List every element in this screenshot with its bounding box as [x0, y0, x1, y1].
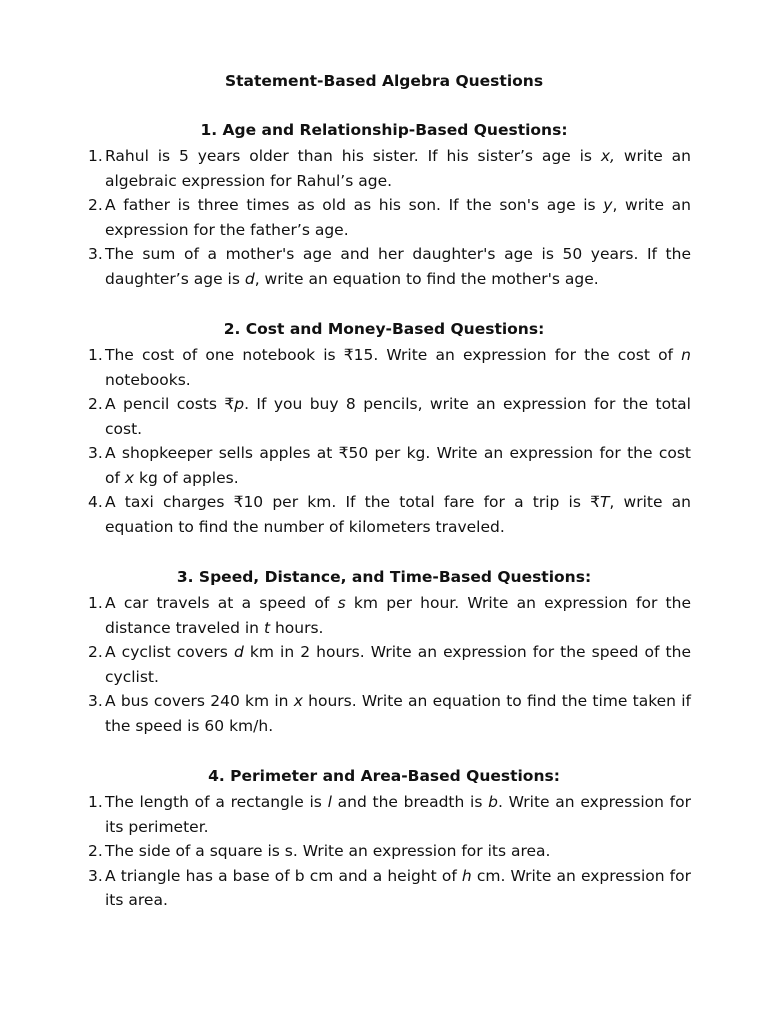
item-number: 2. — [88, 842, 103, 860]
list-item — [88, 640, 691, 689]
question-list — [0, 144, 768, 291]
question-text: notebooks. — [105, 370, 191, 389]
question-text: km per hour. Write an expression for the distance traveled in — [105, 594, 691, 637]
section-heading: 2. Cost and Money-Based Questions: — [223, 320, 545, 338]
item-number: 3. — [88, 245, 103, 263]
item-number: 1. — [88, 147, 103, 165]
variable: n — [681, 346, 691, 364]
list-item — [88, 441, 691, 490]
question-text: A triangle has a base of b cm and a height of — [105, 866, 462, 885]
question-text: A taxi charges ₹10 per km. If the total fare for a trip is ₹ — [105, 493, 600, 511]
list-item — [88, 242, 691, 291]
question-text: A cyclist covers — [105, 643, 234, 661]
item-number: 1. — [88, 346, 103, 364]
section-perimeter — [0, 765, 768, 913]
item-number: 4. — [88, 493, 103, 511]
question-text: A shopkeeper sells apples at ₹50 per kg. Write an expression for the cost of — [105, 444, 691, 487]
question-list — [0, 591, 768, 738]
variable: p — [234, 395, 245, 413]
item-number: 1. — [88, 594, 103, 612]
question-text: hours. Write an equation to find the time taken if the speed is 60 km/h. — [105, 692, 691, 735]
question-text: , write an expression for the father’s age. — [105, 196, 691, 239]
question-text: A car travels at a speed of — [105, 594, 338, 612]
question-text: kg of apples. — [134, 468, 239, 487]
list-item — [88, 591, 691, 640]
item-number: 3. — [88, 692, 103, 710]
question-text: . Write an expression for its perimeter. — [105, 793, 691, 836]
list-item — [88, 490, 691, 539]
question-text: . If you buy 8 pencils, write an expression for the total cost. — [105, 395, 691, 438]
list-item — [88, 790, 691, 839]
question-text: The sum of a mother's age and her daughter's age is 50 years. If the daughter’s age is — [105, 245, 691, 288]
section-heading: 4. Perimeter and Area-Based Questions: — [208, 767, 560, 785]
variable: b — [488, 793, 498, 811]
question-text: , write an equation to find the number of kilometers traveled. — [105, 493, 691, 536]
question-text: The side of a square is s. Write an expression for its area. — [105, 842, 551, 860]
question-text: , write an equation to find the mother's age. — [254, 269, 599, 288]
question-list — [0, 343, 768, 539]
item-number: 3. — [88, 444, 103, 462]
question-text: Rahul is 5 years older than his sister. If his sister’s age is — [105, 147, 601, 165]
variable: x — [124, 468, 135, 487]
list-item — [88, 839, 691, 864]
document-title: Statement-Based Algebra Questions — [224, 72, 544, 90]
item-number: 2. — [88, 643, 103, 661]
list-item — [88, 689, 691, 738]
variable: d — [233, 643, 244, 661]
question-text: A father is three times as old as his son. If the son's age is — [105, 196, 604, 214]
section-heading: 3. Speed, Distance, and Time-Based Questions: — [176, 568, 592, 586]
question-text: and the breadth is — [331, 793, 489, 811]
variable: h — [461, 866, 472, 885]
variable: s — [337, 594, 346, 612]
list-item — [88, 144, 691, 193]
section-heading: 1. Age and Relationship-Based Questions: — [200, 121, 568, 139]
variable: d — [244, 269, 255, 288]
item-number: 2. — [88, 196, 103, 214]
section-speed — [0, 566, 768, 738]
question-text: cm. Write an expression for its area. — [105, 866, 691, 909]
variable: l — [327, 793, 332, 811]
question-text: A pencil costs ₹ — [105, 395, 235, 413]
question-text: hours. — [270, 618, 324, 637]
question-text: write an algebraic expression for Rahul’s age. — [105, 147, 691, 190]
section-cost — [0, 318, 768, 539]
variable: y — [603, 196, 613, 214]
list-item — [88, 193, 691, 242]
section-age — [0, 119, 768, 291]
item-number: 3. — [88, 866, 103, 885]
item-number: 1. — [88, 793, 103, 811]
question-text: The cost of one notebook is ₹15. Write an expression for the cost of — [105, 346, 682, 364]
question-text: km in 2 hours. Write an expression for the speed of the cyclist. — [105, 643, 691, 686]
list-item — [88, 864, 691, 913]
question-text: The length of a rectangle is — [105, 793, 328, 811]
question-text: A bus covers 240 km in — [105, 692, 294, 710]
question-list — [0, 790, 768, 913]
list-item — [88, 392, 691, 441]
list-item — [88, 343, 691, 392]
variable: x — [293, 692, 303, 710]
variable: t — [263, 618, 271, 637]
variable: x, — [600, 147, 615, 165]
variable: T — [599, 493, 610, 511]
item-number: 2. — [88, 395, 103, 413]
